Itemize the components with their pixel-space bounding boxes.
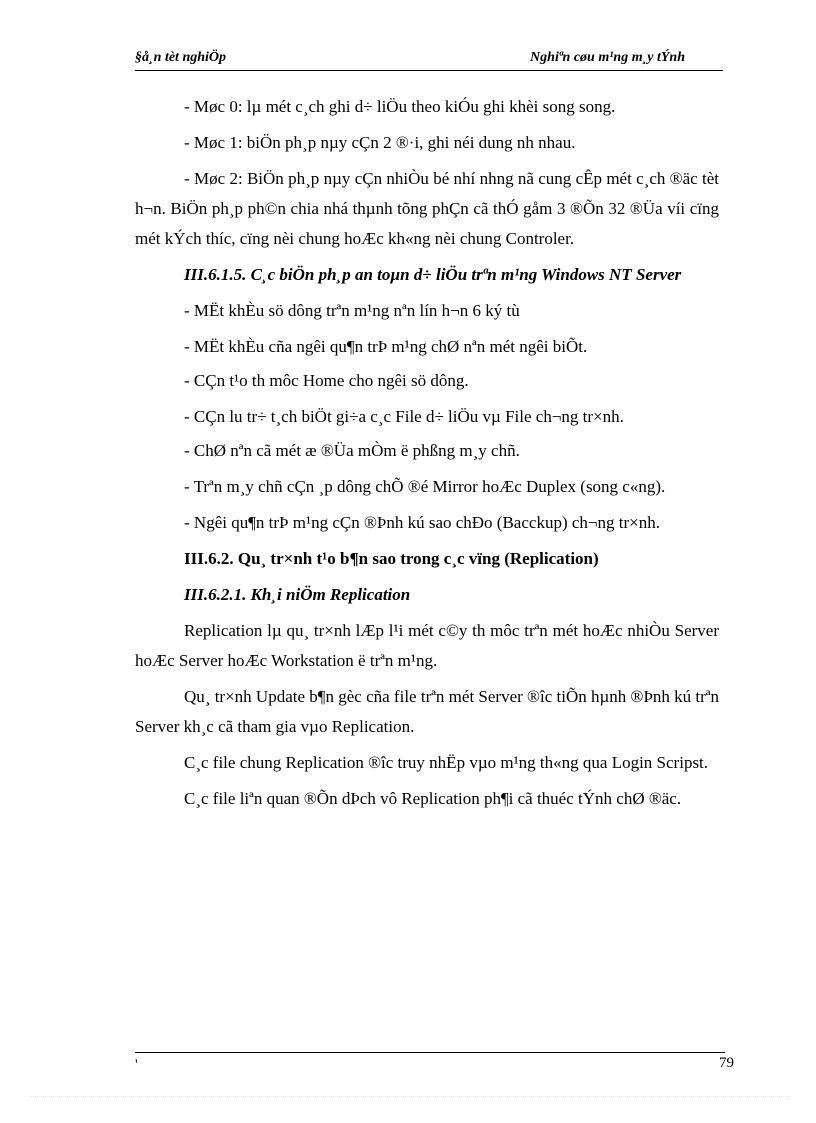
bullet-admin-password: - MËt khÈu cña ngêi qu¶n trÞ m¹ng chØ nªn mét ngêi biÕt.: [184, 337, 588, 356]
header-left-title: §å¸n tèt nghiÖp: [135, 50, 227, 65]
bullet-floppy-drive: - ChØ nªn cã mét æ ®Üa mÒm ë phßng m¸y chñ.: [184, 441, 520, 460]
bullet-mirror-duplex: - Trªn m¸y chñ cÇn ¸p dông chÕ ®é Mirror hoÆc Duplex (song c«ng).: [184, 477, 666, 496]
section-heading-3-6-2-1: III.6.2.1. Kh¸i niÖm Replication: [184, 585, 411, 604]
footer-rule: [135, 1052, 725, 1053]
section-heading-3-6-1-5: III.6.1.5. C¸c biÖn ph¸p an toµn d÷ liÖu trªn m¹ng Windows NT Server: [184, 265, 682, 284]
paragraph-replication-update: Qu¸ tr×nh Update b¶n gèc cña file trªn mét Server ®îc tiÕn hµnh ®Þnh kú trªn Server kh¸c cã tham gia vµo Replication.: [135, 687, 719, 736]
paragraph-replication-definition: Replication lµ qu¸ tr×nh lÆp l¹i mét c©y th môc trªn mét hoÆc nhiÒu Server hoÆc Server hoÆc Workstation ë trªn m¹ng.: [135, 621, 719, 670]
paragraph-level-2: - Møc 2: BiÖn ph¸p nµy cÇn nhiÒu bé nhí nhng nã cung cÊp mét c¸ch ®äc tèt h¬n. BiÖn ph¸p ph©n chia nhá thµnh tõng phÇn cã thÓ gåm 3 ®Õn 32 ®Üa víi cïng mét kÝch thíc, cïng nèi chung hoÆc kh«ng nèi chung Controler.: [135, 169, 719, 248]
bullet-backup: - Ngêi qu¶n trÞ m¹ng cÇn ®Þnh kú sao chÐo (Bacckup) ch¬ng tr×nh.: [184, 513, 660, 532]
paragraph-level-0: - Møc 0: lµ mét c¸ch ghi d÷ liÖu theo kiÓu ghi khèi song song.: [184, 97, 616, 116]
bullet-separate-files: - CÇn lu tr÷ t¸ch biÖt gi÷a c¸c File d÷ liÖu vµ File ch¬ng tr×nh.: [184, 407, 624, 426]
section-heading-3-6-2: III.6.2. Qu¸ tr×nh t¹o b¶n sao trong c¸c vïng (Replication): [184, 549, 599, 568]
paragraph-replication-login: C¸c file chung Replication ®îc truy nhËp vµo m¹ng th«ng qua Login Scripst.: [184, 753, 709, 772]
page-edge-dotted-line: [30, 1096, 790, 1097]
paragraph-level-1: - Møc 1: biÖn ph¸p nµy cÇn 2 ®·i, ghi néi dung nh nhau.: [184, 133, 576, 152]
document-body: [135, 92, 719, 814]
bullet-home-folder: - CÇn t¹o th môc Home cho ngêi sö dông.: [184, 371, 469, 390]
bullet-password-length: - MËt khÈu sö dông trªn m¹ng nªn lín h¬n 6 ký tù: [184, 301, 520, 320]
header-right-title: Nghiªn cøu m¹ng m¸y tÝnh: [530, 50, 685, 65]
paragraph-replication-readonly: C¸c file liªn quan ®Õn dÞch vô Replication ph¶i cã thuéc tÝnh chØ ®äc.: [184, 789, 682, 808]
footer-mark: ': [135, 1057, 138, 1073]
page-number: 79: [719, 1055, 734, 1071]
page-header: [135, 50, 723, 71]
